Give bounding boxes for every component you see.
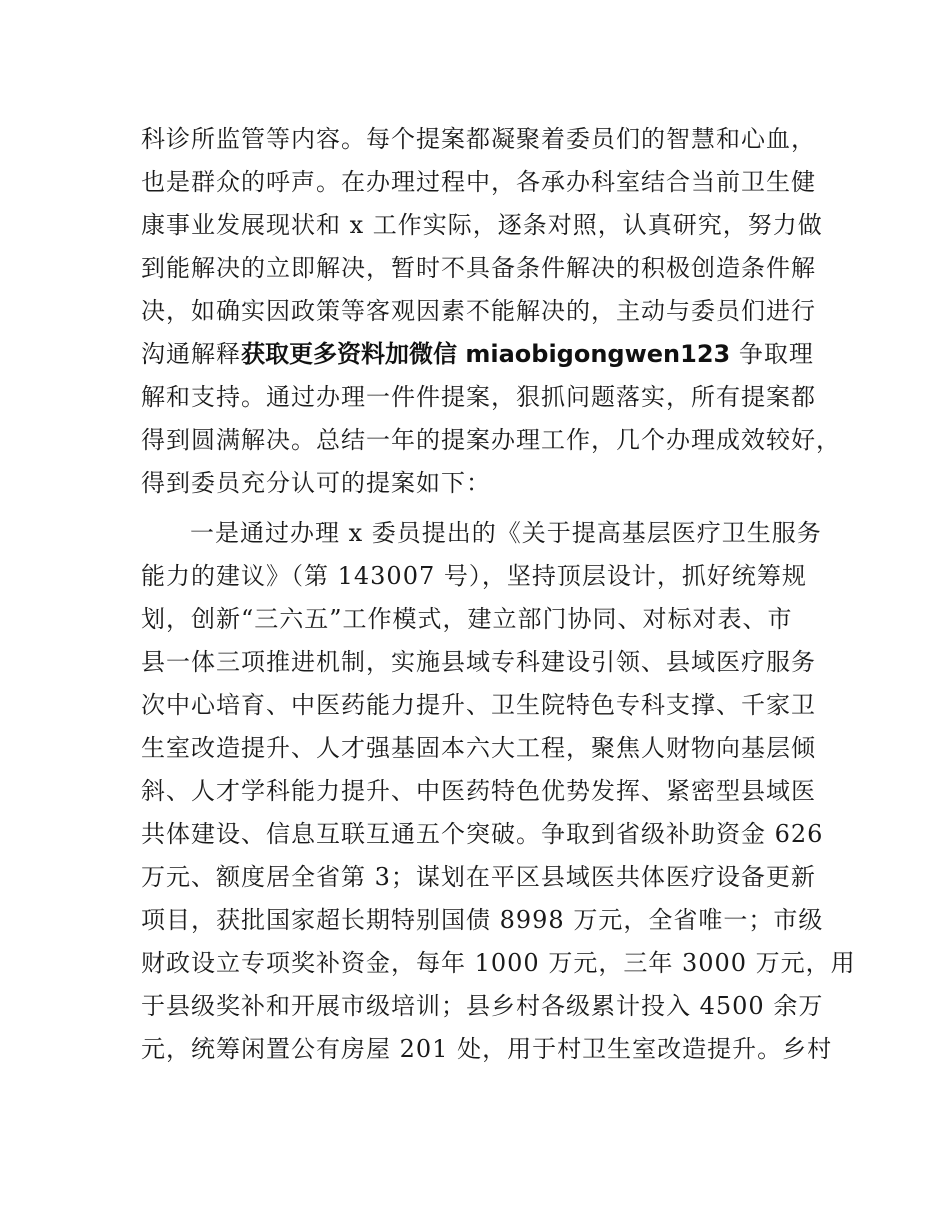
text-line: 项目，获批国家超长期特别国债 8998 万元，全省唯一；市级	[141, 906, 824, 934]
text-line: 财政设立专项奖补资金，每年 1000 万元，三年 3000 万元，用	[141, 949, 856, 977]
text-line: 解和支持。通过办理一件件提案，狠抓问题落实，所有提案都	[141, 383, 816, 411]
text-line: 能力的建议》（第 143007 号），坚持顶层设计，抓好统筹规	[141, 562, 807, 590]
text-line: 科诊所监管等内容。每个提案都凝聚着委员们的智慧和心血，	[141, 125, 816, 153]
text-line: 得到委员充分认可的提案如下：	[141, 469, 491, 497]
text-line: 县一体三项推进机制，实施县域专科建设引领、县域医疗服务	[141, 648, 816, 676]
paragraph-gap	[141, 505, 821, 512]
text-line: 到能解决的立即解决，暂时不具备条件解决的积极创造条件解	[141, 254, 816, 282]
text-line: 决，如确实因政策等客观因素不能解决的，主动与委员们进行	[141, 297, 816, 325]
text-line: 共体建设、信息互联互通五个突破。争取到省级补助资金 626	[141, 820, 824, 848]
text-segment: 争取理	[730, 340, 814, 368]
text-line: 划，创新“三六五”工作模式，建立部门协同、对标对表、市	[141, 605, 793, 633]
text-line: 元，统筹闲置公有房屋 201 处，用于村卫生室改造提升。乡村	[141, 1035, 833, 1063]
text-line: 次中心培育、中医药能力提升、卫生院特色专科支撑、千家卫	[141, 691, 816, 719]
text-line: 康事业发展现状和 x 工作实际，逐条对照，认真研究，努力做	[141, 211, 823, 239]
paragraph-1	[141, 118, 841, 505]
text-line: 得到圆满解决。总结一年的提案办理工作，几个办理成效较好，	[141, 426, 841, 454]
text-line: 生室改造提升、人才强基固本六大工程，聚焦人财物向基层倾	[141, 734, 816, 762]
body-text	[141, 118, 856, 1071]
text-line: 也是群众的呼声。在办理过程中，各承办科室结合当前卫生健	[141, 168, 816, 196]
text-line: 一是通过办理 x 委员提出的《关于提高基层医疗卫生服务	[190, 519, 822, 547]
promo-wechat-text: 获取更多资料加微信 miaobigongwen123	[241, 340, 731, 368]
text-line	[141, 333, 821, 376]
text-line: 于县级奖补和开展市级培训；县乡村各级累计投入 4500 余万	[141, 992, 824, 1020]
text-line: 万元、额度居全省第 3；谋划在平区县域医共体医疗设备更新	[141, 863, 816, 891]
paragraph-2	[141, 512, 856, 1071]
text-segment: 沟通解释	[141, 340, 241, 368]
text-line: 斜、人才学科能力提升、中医药特色优势发挥、紧密型县域医	[141, 777, 816, 805]
